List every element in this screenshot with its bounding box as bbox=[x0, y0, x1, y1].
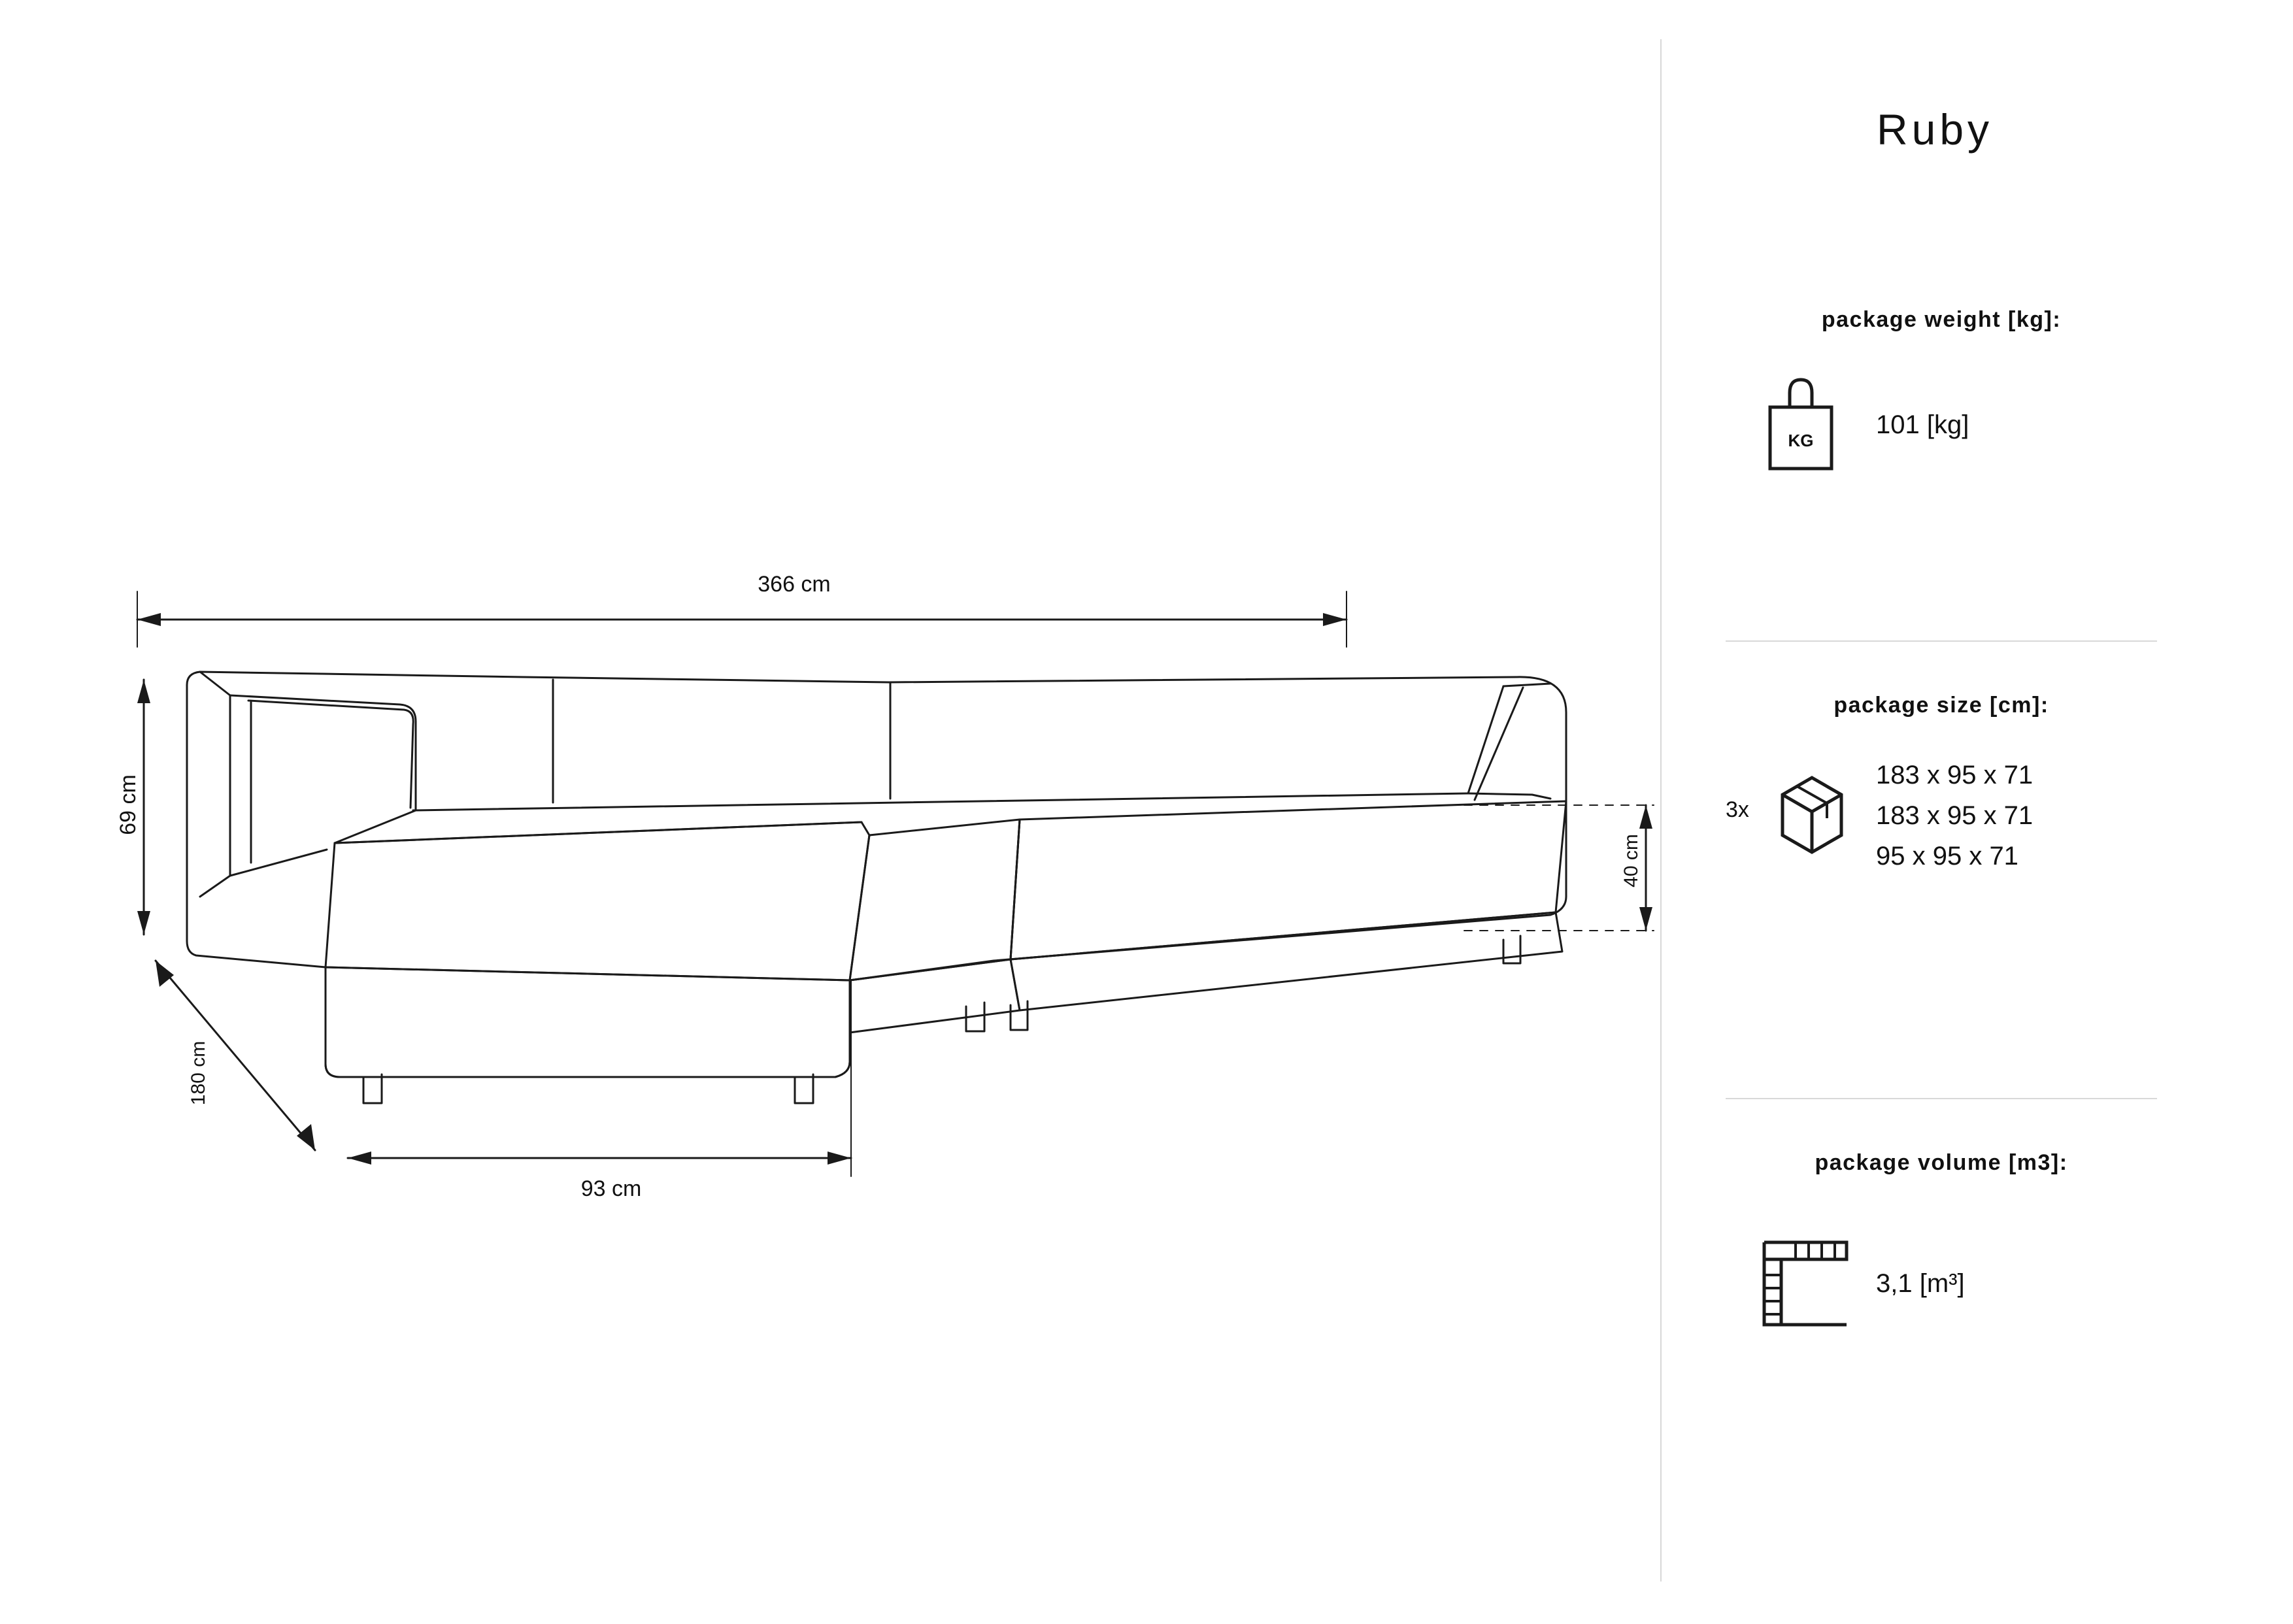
spec-heading-volume: package volume [m3]: bbox=[1815, 1150, 2068, 1175]
seat-seam-1 bbox=[1011, 820, 1020, 959]
dim-line-depth bbox=[156, 961, 315, 1150]
spec-value-weight bbox=[1876, 405, 1969, 445]
left-arm-inner bbox=[200, 672, 230, 897]
backrest-front-edge bbox=[413, 793, 1468, 810]
ruler-icon bbox=[1726, 1228, 1876, 1339]
bag-kg-icon bbox=[1726, 369, 1876, 480]
size-value-1: 183 x 95 x 71 bbox=[1876, 761, 2034, 789]
foot-1 bbox=[363, 1074, 382, 1103]
weight-value: 101 [kg] bbox=[1876, 410, 1969, 439]
chaise-seat-top bbox=[326, 822, 869, 980]
dim-label-depth: 180 cm bbox=[188, 1040, 210, 1106]
dim-label-height: 69 cm bbox=[115, 774, 141, 835]
chaise-front-face bbox=[326, 967, 850, 1077]
sofa-outline bbox=[187, 672, 1566, 1077]
dim-label-seat-depth: 93 cm bbox=[580, 1176, 642, 1201]
right-arm-inner-slope-2 bbox=[1475, 688, 1523, 800]
seat-cushion-middle bbox=[850, 820, 1020, 980]
base-step-1 bbox=[850, 959, 1020, 1033]
foot-5 bbox=[1503, 936, 1520, 963]
left-arm-backrest-edge bbox=[230, 695, 416, 843]
spec-divider-1 bbox=[1726, 640, 2157, 642]
spec-package-volume bbox=[1726, 1150, 2157, 1339]
right-arm-top bbox=[1503, 684, 1550, 686]
box-icon bbox=[1763, 763, 1861, 868]
spec-heading-size: package size [cm]: bbox=[1833, 693, 2049, 718]
size-multiplier: 3x bbox=[1726, 797, 1749, 822]
page-title: Ruby bbox=[1876, 105, 1994, 154]
bag-icon-text: KG bbox=[1788, 431, 1814, 450]
spec-value-volume bbox=[1876, 1263, 1965, 1304]
right-arm-base-edge bbox=[1468, 793, 1550, 799]
size-value-2: 183 x 95 x 71 bbox=[1876, 801, 2034, 830]
dim-label-arm-height: 40 cm bbox=[1620, 834, 1642, 887]
left-arm-bottom-inner bbox=[230, 850, 327, 876]
foot-2 bbox=[795, 1074, 813, 1103]
box-icon-wrap bbox=[1726, 763, 1876, 868]
volume-value: 3,1 [m³] bbox=[1876, 1269, 1965, 1298]
spec-heading-weight: package weight [kg]: bbox=[1821, 307, 2062, 332]
left-back-cushion bbox=[248, 701, 413, 808]
spec-value-size bbox=[1876, 755, 2033, 876]
right-arm-inner-slope bbox=[1468, 686, 1503, 793]
spec-package-size bbox=[1726, 693, 2157, 876]
spec-divider-2 bbox=[1726, 1098, 2157, 1099]
chaise-seat-back-edge bbox=[335, 822, 862, 843]
panel-divider bbox=[1660, 39, 1662, 1582]
dim-label-width: 366 cm bbox=[758, 572, 831, 597]
size-value-3: 95 x 95 x 71 bbox=[1876, 842, 2018, 870]
base-step-2 bbox=[1011, 912, 1562, 1010]
spec-package-weight bbox=[1726, 307, 2157, 480]
